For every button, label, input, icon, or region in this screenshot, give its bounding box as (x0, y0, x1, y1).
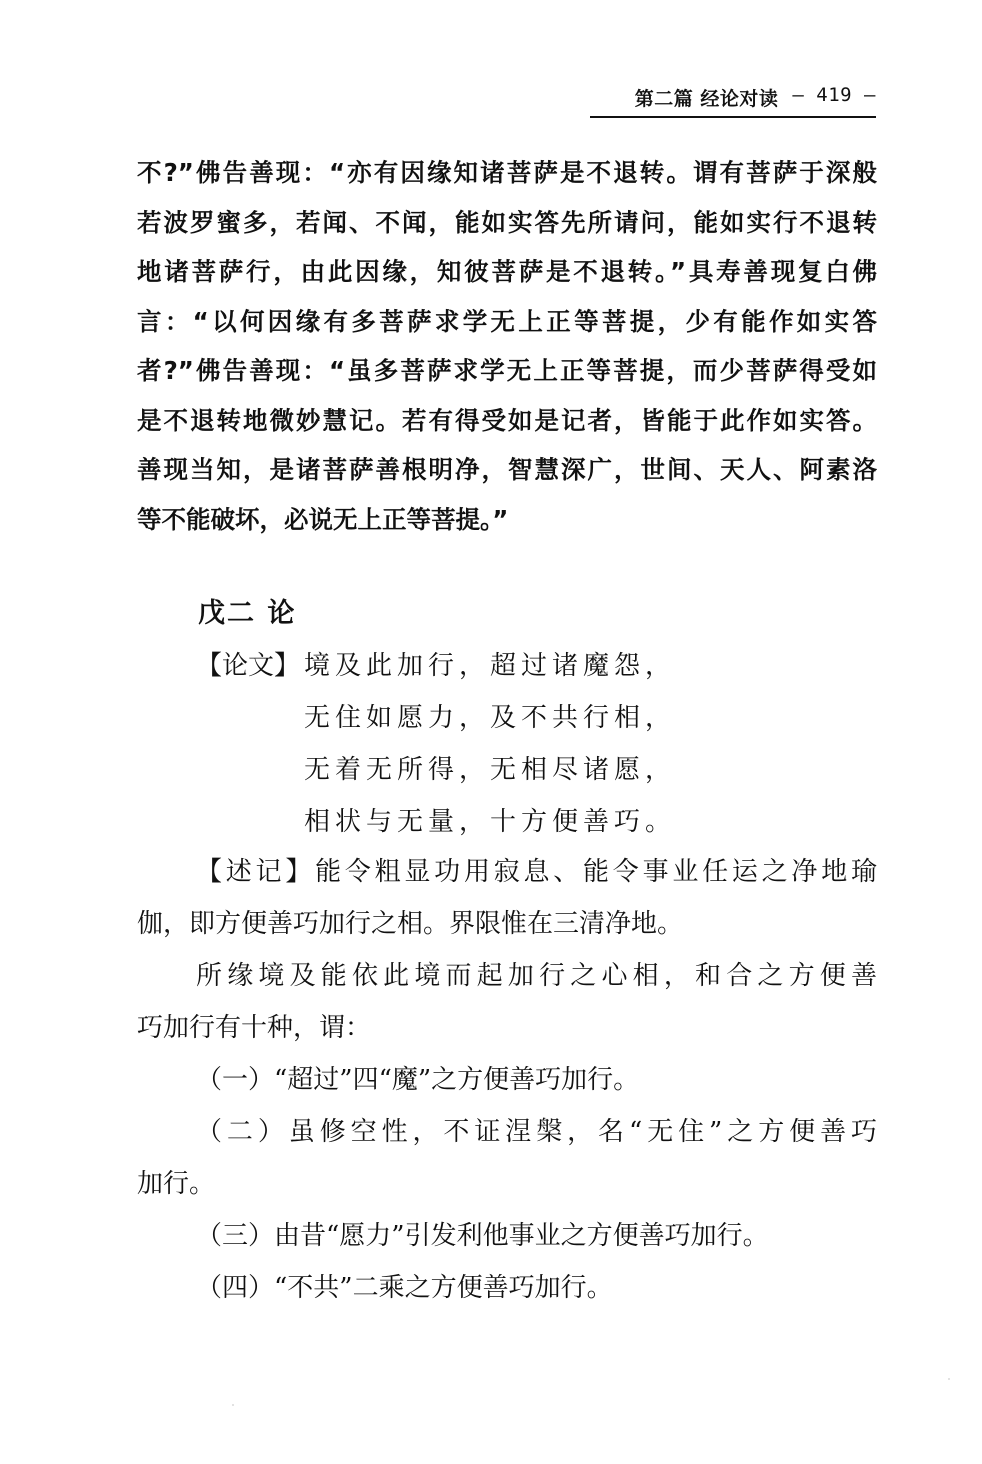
lunwen-verse-2: 无住如愿力，及不共行相， (304, 703, 677, 733)
lunwen-verse-4: 相状与无量，十方便善巧。 (304, 807, 677, 837)
para2-line-1: 所缘境及能依此境而起加行之心相，和合之方便善 (196, 961, 877, 991)
sutra-line: 若波罗蜜多，若闻、不闻，能如实答先所请问，能如实行不退转 (137, 207, 877, 237)
sutra-line: 不?”佛告善现：“亦有因缘知诸菩萨是不退转。谓有菩萨于深般 (137, 158, 877, 187)
item-1: （一）“超过”四“魔”之方便善巧加行。 (196, 1065, 640, 1095)
page-number: — 419 — (792, 84, 876, 106)
scan-speck (948, 1378, 950, 1380)
sutra-line: 者?”佛告善现：“虽多菩萨求学无上正等菩提，而少菩萨得受如 (137, 356, 877, 385)
lunwen-label: 【论文】 (196, 651, 301, 681)
item-2-line-2: 加行。 (137, 1169, 216, 1199)
shuji-line-2: 伽，即方便善巧加行之相。界限惟在三清净地。 (137, 909, 684, 939)
item-4: （四）“不共”二乘之方便善巧加行。 (196, 1273, 613, 1303)
sutra-line: 等不能破坏，必说无上正等菩提。” (137, 504, 509, 534)
shuji-text: 能令粗显功用寂息、能令事业任运之净地瑜 (315, 857, 877, 887)
item-2-line-1: （二）虽修空性，不证涅槃，名“无住”之方便善巧 (196, 1117, 877, 1147)
running-header (590, 84, 876, 118)
section-heading: 戊二 论 (198, 598, 297, 629)
sutra-line: 善现当知，是诸菩萨善根明净，智慧深广，世间、天人、阿素洛 (137, 455, 877, 484)
sutra-quotation (137, 148, 877, 544)
shuji-label: 【述记】 (196, 857, 316, 887)
sutra-line: 地诸菩萨行，由此因缘，知彼菩萨是不退转。”具寿善现复白佛 (137, 257, 877, 286)
sutra-line: 言：“以何因缘有多菩萨求学无上正等菩提，少有能作如实答 (137, 306, 877, 336)
lunwen-verse-1 (196, 645, 676, 682)
lunwen-verse-3: 无着无所得，无相尽诸愿， (304, 755, 677, 785)
shuji-line-1 (196, 851, 877, 888)
scan-speck (232, 1404, 234, 1406)
verse-text: 境及此加行，超过诸魔怨， (304, 651, 677, 681)
para2-line-2: 巧加行有十种，谓： (137, 1013, 372, 1043)
header-title: 第二篇 经论对读 (634, 88, 779, 110)
item-3: （三）由昔“愿力”引发利他事业之方便善巧加行。 (196, 1221, 769, 1251)
sutra-line: 是不退转地微妙慧记。若有得受如是记者，皆能于此作如实答。 (137, 405, 877, 435)
